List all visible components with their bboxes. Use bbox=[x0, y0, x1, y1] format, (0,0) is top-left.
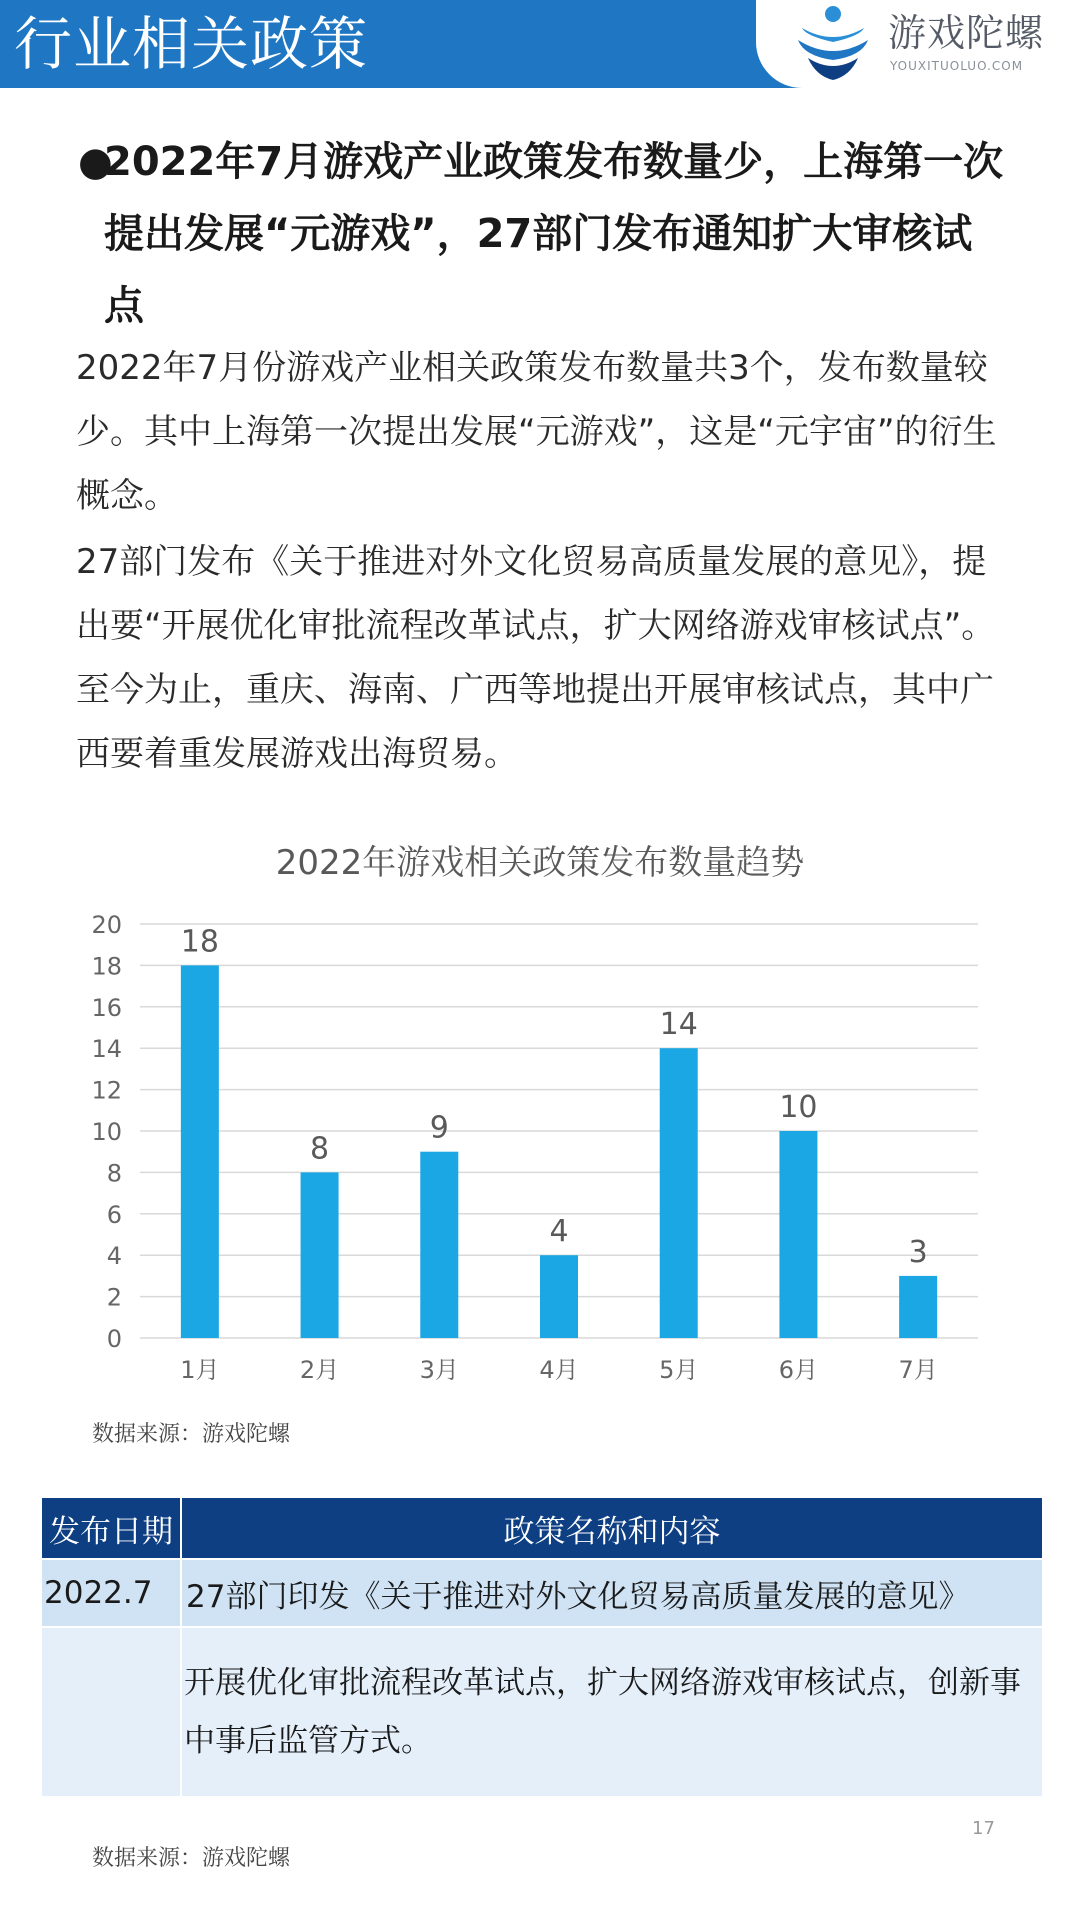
bar-chart bbox=[0, 830, 1080, 1390]
policy-table bbox=[40, 1496, 1044, 1798]
table-header-row bbox=[41, 1497, 1043, 1559]
y-tick-label: 14 bbox=[91, 1035, 122, 1064]
column-header-policy: 政策名称和内容 bbox=[181, 1497, 1043, 1559]
data-label: 10 bbox=[779, 1090, 818, 1125]
bar bbox=[779, 1131, 817, 1338]
y-tick-label: 2 bbox=[106, 1283, 122, 1312]
table-source: 数据来源：游戏陀螺 bbox=[92, 1846, 291, 1871]
x-tick-label: 7月 bbox=[898, 1356, 938, 1384]
y-tick-label: 16 bbox=[91, 993, 122, 1022]
chart-svg bbox=[0, 830, 1080, 1390]
header-banner bbox=[0, 0, 1080, 88]
cell-policy-name: 27部门印发《关于推进对外文化贸易高质量发展的意见》 bbox=[181, 1559, 1043, 1627]
table-row bbox=[41, 1627, 1043, 1797]
heading-line-3: 点 bbox=[104, 283, 144, 329]
paragraph-details: 27部门发布《关于推进对外文化贸易高质量发展的意见》，提出要“开展优化审批流程改革试点，扩大网络游戏审核试点”。至今为止，重庆、海南、广西等地提出开展审核试点，其中广西要着重发展游戏出海贸易。 bbox=[76, 542, 996, 774]
x-tick-label: 1月 bbox=[180, 1356, 220, 1384]
y-tick-label: 6 bbox=[106, 1200, 122, 1229]
x-tick-label: 3月 bbox=[419, 1356, 459, 1384]
bar bbox=[899, 1276, 937, 1338]
logo-name: 游戏陀螺 bbox=[888, 11, 1045, 55]
y-tick-label: 8 bbox=[106, 1159, 122, 1188]
data-label: 8 bbox=[310, 1131, 330, 1167]
logo-url: YOUXITUOLUO.COM bbox=[890, 59, 1024, 73]
cell-date bbox=[41, 1627, 181, 1797]
section-heading bbox=[78, 126, 1018, 342]
paragraph-summary: 2022年7月份游戏产业相关政策发布数量共3个，发布数量较少。其中上海第一次提出发展“元游戏”，这是“元宇宙”的衍生概念。 bbox=[76, 348, 997, 516]
bar bbox=[301, 1172, 339, 1338]
data-label: 9 bbox=[429, 1110, 449, 1146]
column-header-date: 发布日期 bbox=[41, 1497, 181, 1559]
bar bbox=[420, 1152, 458, 1338]
brand-logo bbox=[756, 0, 1080, 88]
y-tick-label: 18 bbox=[91, 952, 122, 981]
bullet-dot: ● bbox=[78, 139, 113, 185]
y-tick-label: 4 bbox=[106, 1242, 122, 1271]
x-tick-label: 6月 bbox=[778, 1356, 819, 1384]
data-label: 3 bbox=[908, 1234, 928, 1270]
chart-source: 数据来源：游戏陀螺 bbox=[92, 1422, 291, 1447]
x-tick-label: 2月 bbox=[299, 1356, 340, 1384]
bar bbox=[181, 965, 219, 1338]
data-label: 18 bbox=[180, 924, 219, 960]
page-number: 17 bbox=[972, 1818, 995, 1839]
bar bbox=[540, 1255, 578, 1338]
y-tick-label: 12 bbox=[91, 1076, 122, 1105]
cell-policy-content: 开展优化审批流程改革试点，扩大网络游戏审核试点，创新事中事后监管方式。 bbox=[181, 1627, 1043, 1797]
heading-line-1: 2022年7月游戏产业政策发布数量少，上海第一次 bbox=[104, 139, 1004, 185]
y-tick-label: 20 bbox=[91, 911, 122, 939]
x-tick-label: 4月 bbox=[539, 1356, 579, 1384]
y-tick-label: 0 bbox=[106, 1325, 122, 1353]
bar bbox=[660, 1048, 698, 1338]
spinning-top-logo-icon bbox=[788, 4, 878, 86]
heading-line-2: 提出发展“元游戏”，27部门发布通知扩大审核试 bbox=[104, 211, 973, 257]
page-title: 行业相关政策 bbox=[14, 10, 369, 78]
cell-date: 2022.7 bbox=[41, 1559, 181, 1627]
y-tick-label: 10 bbox=[91, 1118, 122, 1146]
data-label: 14 bbox=[659, 1007, 698, 1043]
table-row bbox=[41, 1559, 1043, 1627]
data-label: 4 bbox=[549, 1214, 569, 1250]
chart-title: 2022年游戏相关政策发布数量趋势 bbox=[275, 843, 805, 883]
x-tick-label: 5月 bbox=[659, 1356, 699, 1384]
